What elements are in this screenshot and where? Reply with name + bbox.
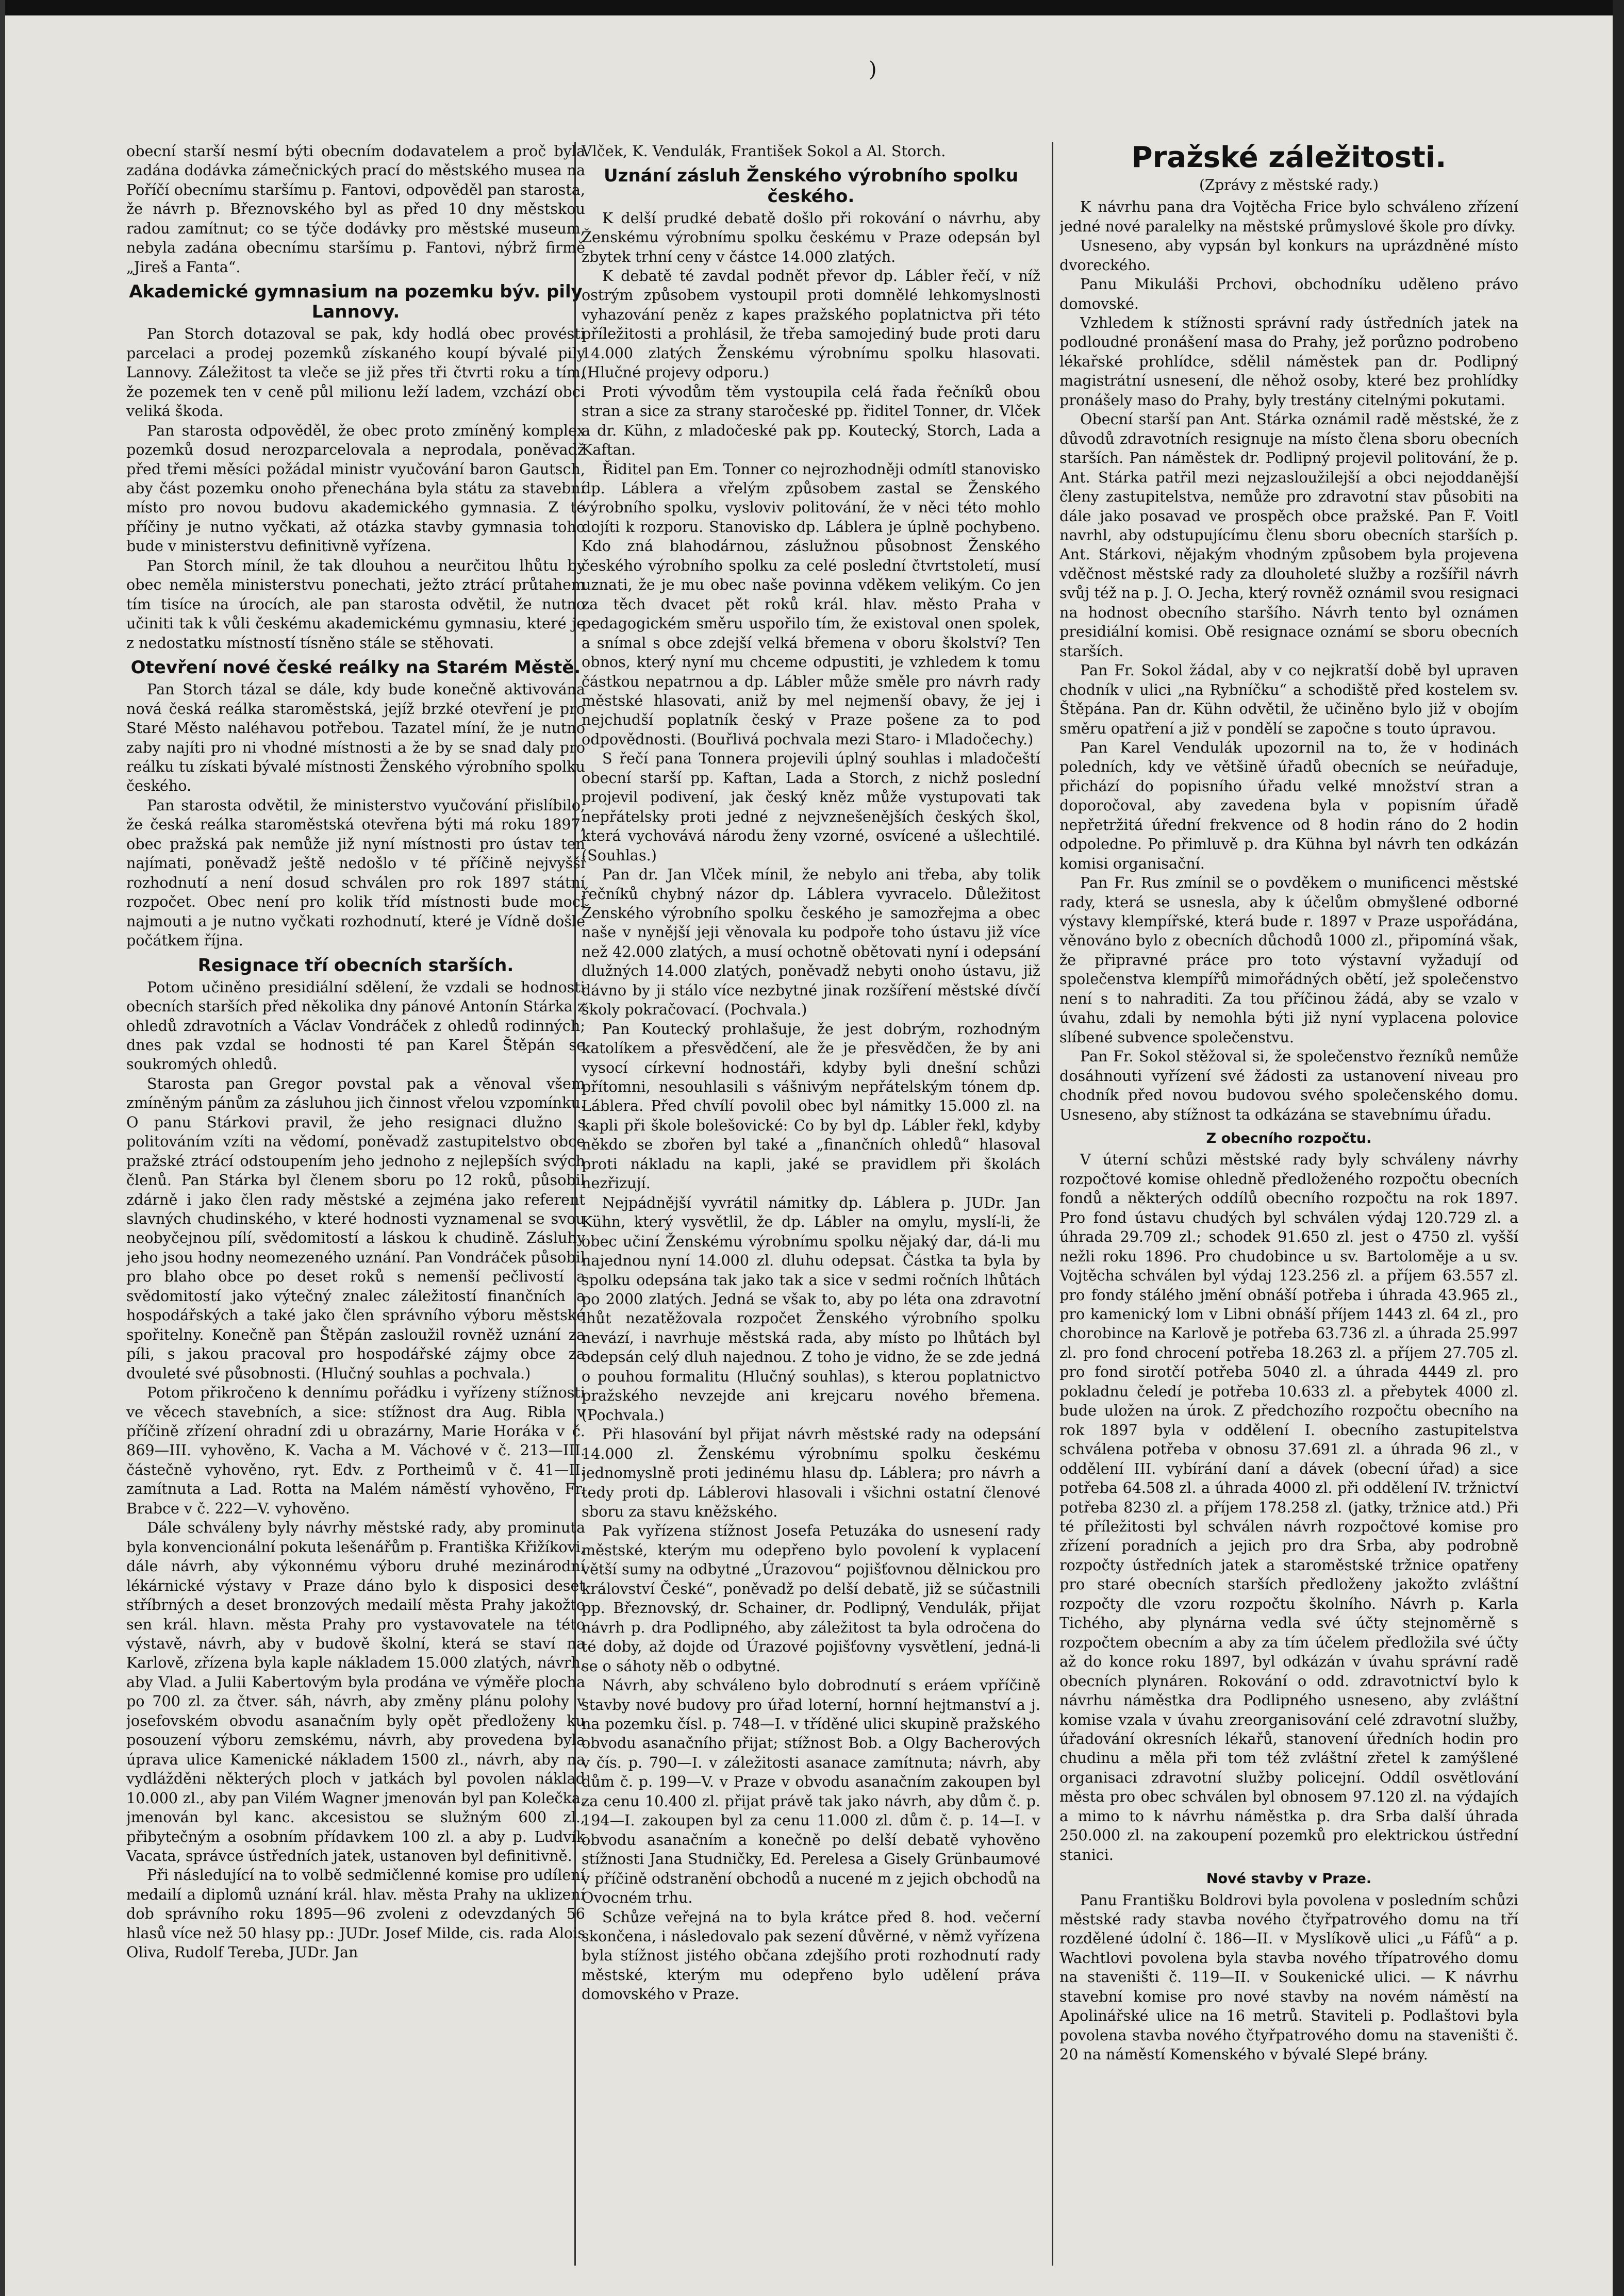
paragraph: K delší prudké debatě došlo při rokování o návrhu, aby Ženskému výrobnímu spolku českému v Praze odepsán byl zbytek trhní ceny v částce 14.000 zlatých. xyxy=(582,209,1040,265)
paragraph: Potom přikročeno k dennímu pořádku i vyřízeny stížnosti ve věcech stavebních, a sice: stížnost dra Aug. Ribla v příčině zřízení ohradní zdi u obrazárny, Marie Horáka v č. 869—III. vyhověno, K. Vacha a M. Váchové v č. 213—III. částečně vyhověno, ryt. Edv. z Portheimů v č. 41—II. zamítnuta a Lad. Rotta na Malém náměstí vyhověno, Fr. Brabce v č. 222—V. vyhověno. xyxy=(126,1384,585,1517)
paragraph: Usneseno, aby vypsán byl konkurs na uprázdněné místo dvoreckého. xyxy=(1059,237,1518,274)
paragraph: Dále schváleny byly návrhy městské rady, aby prominuta byla konvencionální pokuta lešenářům p. Františka Křižíkovi, dále návrh, aby výkonnému výboru druhé mezinárodní lékárnické výstavy v Praze dáno bylo k disposici deset stříbrných a deset bronzových medailí města Prahy jakožto sen král. hlavn. města Prahy pro vystavovatele na této výstavě, návrh, aby v budově školní, která se staví na Karlově, zřízena byla kaple nákladem 15.000 zlatých, návrh, aby Vlad. a Julii Kabertovým byla prodána ve výměře plocha po 700 zl. za čtver. sáh, návrh, aby změny plánu polohy v josefovském obvodu asanačním byly opět předloženy ku posouzení výboru zemskému, návrh, aby provedena byla úprava ulice Kamenické nákladem 1500 zl., návrh, aby na vydlážděni některých ploch v jatkách byl povolen náklad 10.000 zl., aby pan Vilém Wagner jmenován byl pan Kolečka, jmenován byl kanc. akcesistou se služným 600 zl., přibytečným a osobním přídavkem 100 zl. a aby p. Ludvík Vacata, správce ústředních jatek, ustanoven byl definitivně. xyxy=(126,1519,585,1865)
scan-border-left xyxy=(0,0,5,2296)
paragraph: Vlček, K. Vendulák, František Sokol a Al. Storch. xyxy=(582,142,946,160)
paragraph: K návrhu pana dra Vojtěcha Frice bylo schváleno zřízení jedné nové paralelky na městské průmyslové škole pro dívky. xyxy=(1059,198,1518,235)
scan-border-top xyxy=(0,0,1624,15)
section-title: Pražské záležitosti. xyxy=(1131,142,1447,174)
article-heading: Uznání zásluh Ženského výrobního spolku českého. xyxy=(604,165,1018,207)
paragraph: Pan Fr. Rus zmínil se o povděkem o munificenci městské rady, která se usnesla, aby k účelům obmyšlené odborné výstavy klempířské, která bude r. 1897 v Praze uspořádána, věnováno bylo z obecních důchodů 1000 zl., připomíná však, že připravné práce pro toto výstavní vyžadují od společenstva klempířů mimořádných obětí, jež společenstvo není s to nahraditi. Za tou příčinou žádá, aby se vzalo v úvahu, zdali by nemohla býti již nyní vyplacena polovice slíbené subvence společenstvu. xyxy=(1059,874,1518,1046)
paragraph: S řečí pana Tonnera projevili úplný souhlas i mladočeští obecní starší pp. Kaftan, Lada a Storch, z nichž poslední projevil podivení, jak český kněz může vystupovati tak nepřátelsky proti jedné z nejvznešenějších českých škol, která vychovává národu ženy vzorné, osvícené a ušlechtilé. (Souhlas.) xyxy=(582,750,1040,864)
top-mark: ) xyxy=(869,58,877,81)
column-2 xyxy=(582,142,1040,2266)
paragraph: Pan Fr. Sokol žádal, aby v co nejkratší době byl upraven chodník v ulici „na Rybníčku“ a schodiště před kostelem sv. Štěpána. Pan dr. Kühn odvětil, že učiněno bylo již v obojím směru opatření a již v pondělí se započne s touto úpravou. xyxy=(1059,661,1518,737)
paragraph: K debatě té zavdal podnět převor dp. Lábler řečí, v níž ostrým způsobem vystoupil proti domnělé lehkomyslnosti vyhazování peněz z kapes pražského poplatnictva při této příležitosti a prohlásil, že třeba samojediný bude proti daru 14.000 zlatých Ženskému výrobnímu spolku hlasovati. (Hlučné projevy odporu.) xyxy=(582,267,1040,381)
paragraph: Panu Mikuláši Prchovi, obchodníku uděleno právo domovské. xyxy=(1059,275,1518,312)
paragraph: Proti vývodům těm vystoupila celá řada řečníků obou stran a sice za strany staročeské pp. řiditel Tonner, dr. Vlček a dr. Kühn, z mladočeské pak pp. Koutecký, Storch, Lada a Kaftan. xyxy=(582,382,1040,459)
paragraph: Pan Koutecký prohlašuje, že jest dobrým, rozhodným katolíkem a přesvědčení, ale že je přesvědčen, že by ani vysocí církevní hodnostáři, kdyby byli dnešní schůzi přítomni, nesouhlasili s vášnivým nepřátelským tónem dp. Láblera. Před chvílí povolil obec byl námitky 15.000 zl. na kapli při škole bolešovické: Co by byl dp. Lábler řekl, kdyby někdo se zbořen byl také a „finančních ohledů“ hlasoval proti nákladu na kapli, jaké se pravidlem při školách nezřizují. xyxy=(582,1020,1040,1192)
article-heading: Otevření nové české reálky na Starém Městě. xyxy=(130,657,581,678)
paragraph: Pan starosta odvětil, že ministerstvo vyučování přislíbilo, že česká reálka staroměstská otevřena býti má roku 1897, obec pražská pak nemůže již nyní místnosti pro ústav ten najímati, poněvadž ještě nedošlo v té příčině nejvyšší rozhodnutí a není dosud schválen pro rok 1897 státní rozpočet. Obec není pro kolik tříd místnosti bude moci najmouti a je nutno vyčkati rozhodnutí, které je Vídně došle počátkem října. xyxy=(126,796,585,950)
article-heading: Resignace tří obecních starších. xyxy=(197,955,514,976)
paragraph: Řiditel pan Em. Tonner co nejrozhodněji odmítl stanovisko dp. Láblera a vřelým způsobem zastal se Ženského výrobního spolku, vysloviv politování, že v něci této mohlo dojíti k rozporu. Stanovisko dp. Láblera je úplně pochybeno. Kdo zná blahodárnou, záslužnou působnost Ženského českého výrobního spolku za celé poslední čtvrtstoletí, musí uznati, že je mu obec naše povinna vděkem velikým. Co jen za těch dvacet pět roků král. hlav. město Praha v pedagogickém směru uspořilo tím, že existoval onen spolek, a snímal s obce zdejší velká břemena v oboru školství? Ten obnos, který nyní mu chceme odpustiti, je vzhledem k tomu částkou nepatrnou a dp. Lábler může směle pro návrh rady městské hlasovati, aniž by mel nejmenší obavy, že jej i nejchudší poplatník český v Praze pošene za to pod odpovědnosti. (Bouřlivá pochvala mezi Staro- i Mladočechy.) xyxy=(582,460,1040,748)
paragraph: obecní starší nesmí býti obecním dodavatelem a proč byla zadána dodávka zámečnických prací do městského musea na Poříčí obecnímu staršímu p. Fantovi, odpověděl pan starosta, že návrh p. Březnovského byl as před 10 dny městskou radou zamítnut; co se týče dodávky pro městské museum, nebyla zadána obecnímu staršímu p. Fantovi, nýbrž firmě „Jireš a Fanta“. xyxy=(126,142,585,276)
paragraph: Vzhledem k stížnosti správní rady ústředních jatek na podloudné pronášení masa do Prahy, jež porůzno podrobeno lékařské prohlídce, sdělil náměstek pan dr. Podlipný magistrátní usnesení, dle něhož osoby, které bez prohlídky pronášely maso do Prahy, byly trestány citelnými pokutami. xyxy=(1059,313,1518,409)
paragraph: Obecní starší pan Ant. Stárka oznámil radě městské, že z důvodů zdravotních resignuje na místo člena sboru obecních starších. Pan náměstek dr. Podlipný projevil politování, že p. Ant. Stárka patřil mezi nejzasloužilejší a obci nejoddanější členy zastupitelstva, nemůže pro zdravotní stav působiti na dále jako posavad ve prospěch obce pražské. Pan F. Voitl navrhl, aby odstupujícímu členu sboru obecních starších p. Ant. Stárkovi, nějakým vhodným způsobem byla projevena vděčnost městské rady za dlouholeté služby a rozšířil návrh svůj též na p. J. O. Jecha, který rovněž oznámil svou resignaci na hodnost obecního staršího. Návrh tento byl oznámen presidiální komisi. Obě resignace oznámí se sboru obecních starších. xyxy=(1059,410,1518,660)
paragraph: Pan Fr. Sokol stěžoval si, že společenstvo řezníků nemůže dosáhnouti vyřízení své žádosti za ustanovení niveau pro chodník před novou budovou svého společenského domu. Usneseno, aby stížnost ta odkázána se stavebnímu úřadu. xyxy=(1059,1047,1518,1123)
paragraph: Potom učiněno presidiální sdělení, že vzdali se hodnosti obecních starších před několika dny pánové Antonín Stárka z ohledů zdravotních a Václav Vondráček z ohledů rodinných; dnes pak vzdal se hodnosti té pan Karel Štěpán se soukromých ohledů. xyxy=(126,978,585,1073)
section-subtitle: (Zprávy z městské rady.) xyxy=(1199,176,1379,193)
paragraph: Pan Storch tázal se dále, kdy bude konečně aktivována nová česká reálka staroměstská, jejíž brzké otevření je pro Staré Město naléhavou potřebou. Tazatel míní, že je nutno zaby najíti pro ni vhodné místnosti a že by se snad daly pro reálku tu získati bývalé místnosti Ženského výrobního spolku českého. xyxy=(126,680,585,795)
column-1 xyxy=(126,142,585,2266)
scan-border-right xyxy=(1613,0,1624,2296)
paragraph: Pak vyřízena stížnost Josefa Petuzáka do usnesení rady městské, kterým mu odepřeno bylo povolení k vyplacení větší sumy na odbytné „Úrazovou“ pojišťovnou dělnickou pro království České“, poněvadž po delší debatě, již se súčastnili pp. Březnovský, dr. Schainer, dr. Podlipný, Vendulák, přijat návrh p. dra Podlipného, aby záležitost ta byla odročena do té doby, až dojde od Úrazové pojišťovny vysvětlení, jedná-li se o sáhoty něb o odbytné. xyxy=(582,1522,1040,1675)
paragraph: Schůze veřejná na to byla krátce před 8. hod. večerní skončena, i následovalo pak sezení důvěrné, v němž vyřízena byla stížnost jistého občana zdejšího proti rozhodnutí rady městské, kterým mu odepřeno bylo udělení práva domovského v Praze. xyxy=(582,1908,1040,2003)
article-heading: Akademické gymnasium na pozemku býv. pily Lannovy. xyxy=(129,281,583,323)
paragraph: Pan Storch dotazoval se pak, kdy hodlá obec provésti parcelaci a prodej pozemků získaného koupí bývalé pily Lannovy. Záležitost ta vleče se již přes tři čtvrti roku a tím, že pozemek ten v ceně půl milionu leží ladem, vzchází obci veliká škoda. xyxy=(126,325,585,420)
paragraph: Panu Františku Boldrovi byla povolena v posledním schůzi městské rady stavba nového čtyřpatrového domu na tří rozdělené údolní č. 186—II. v Myslíkově ulici „u Fáfů“ a p. Wachtlovi povolena byla stavba nového třípatrového domu na staveništi č. 119—II. v Soukenické ulici. — K návrhu stavební komise pro nové stavby na novém náměstí na Apolinářské ulice na 16 metrů. Staviteli p. Podlaštovi byla povolena stavba nového čtyřpatrového domu na staveništi č. 20 na náměstí Komenského v bývalé Slepé brány. xyxy=(1059,1891,1518,2064)
paragraph: Starosta pan Gregor povstal pak a věnoval všem zmíněným pánům za zásluhou jich činnost vřelou vzpomínku. O panu Stárkovi pravil, že jeho resignaci dlužno s politováním vzíti na vědomí, poněvadž zastupitelstvo obce pražské ztrácí odstoupením jeho jednoho z nejlepších svých členů. Pan Stárka byl členem sboru po 12 roků, působil zdárně i jako člen rady městské a zejména jako referent slavných chudinského, v které hodnosti vyznamenal se svou neobyčejnou pílí, svědomitostí a láskou k chudině. Zásluhy jeho jsou hodny neomezeného uznání. Pan Vondráček působil pro blaho obce po deset roků s nemenší pečlivostí a svědomitostí jako výtečný znalec záležitostí finančních a hospodářských a také jako člen správního výboru městské spořitelny. Konečně pan Štěpán zasloužil rovněž uznání za píli, s jakou pracoval pro hospodářské zájmy obce za dvouleté své působnosti. (Hlučný souhlas a pochvala.) xyxy=(126,1074,585,1382)
paragraph: Návrh, aby schváleno bylo dobrodnutí s eráem vpříčině stavby nové budovy pro úřad loterní, hornní hejtmanství a j. na pozemku čísl. p. 748—I. v tříděné ulici skupině pražského obvodu asanačního přijat; stížnost Bob. a Olgy Bacherových v čís. p. 790—I. v záležitosti asanace zamítnuta; návrh, aby dům č. p. 199—V. v Praze v obvodu asanačním zakoupen byl za cenu 10.400 zl. přijat právě tak jako návrh, aby dům č. p. 194—I. zakoupen byl za cenu 11.000 zl. dům č. p. 14—I. v obvodu asanačním a konečně po delší debatě vyhověno stížnosti Jana Studničky, Ed. Perelesa a Gisely Grünbaumové v příčině odstranění obchodů a nucené m z jejich obchodů na Ovocném trhu. xyxy=(582,1676,1040,1907)
paragraph: Pan dr. Jan Vlček mínil, že nebylo ani třeba, aby tolik řečníků chybný názor dp. Láblera vyvracelo. Důležitost Ženského výrobního spolku českého je samozřejma a obec naše v nynější jeji věnovala ku podpoře toho ústavu již více než 42.000 zlatých, a musí ochotně obětovati nyní i odepsání dlužných 14.000 zlatých, poněvadž nebyti onoho ústavu, již dávno by ji stálo více nezbytné jinak rozšíření městské dívčí školy pokračovací. (Pochvala.) xyxy=(582,866,1040,1019)
paragraph: V úterní schůzi městské rady byly schváleny návrhy rozpočtové komise ohledně předloženého rozpočtu obecních fondů a některých oddílů obecního rozpočtu na rok 1897. Pro fond ústavu chudých byl schválen výdaj 120.729 zl. a úhrada 29.709 zl.; schodek 91.650 zl. jest o 4750 zl. vyšší nežli roku 1896. Pro chudobince u sv. Bartoloměje a u sv. Vojtěcha schválen byl výdaj 123.256 zl. a příjem 63.557 zl. pro fondy stálého jmění obnáší potřeba i úhrada 43.965 zl., pro kamenický lom v Libni obnáší příjem 1443 zl. 64 zl., pro chorobince na Karlově je potřeba 63.736 zl. a úhrada 25.997 zl. pro fond chrocení potřeba 18.263 zl. a příjem 27.705 zl. pro fond sirotčí potřeba 5040 zl. a úhrada 4449 zl. pro pokladnu čeledí je potřeba 10.633 zl. a přebytek 4000 zl. bude uložen na úrok. Z předchozího rozpočtu obecního na rok 1897 byla v oddělení I. obecního zastupitelstva schválena potřeba v obnosu 37.691 zl. a úhrada 96 zl., v oddělení III. vybírání daní a dávek (obecní úřad) a sice potřeba 64.508 zl. a úhrada 4000 zl. při oddělení IV. tržnictví potřeba 8230 zl. a příjem 178.258 zl. (jatky, tržnice atd.) Při té příležitosti byl schválen návrh rozpočtové komise pro zřízení poradních a jejich pro dra Srba, aby podrobně rozpočty ústředních jatek a staroměstské tržnice opatřeny pro staré obecních starších předloženy jakožto zvláštní rozpočty dle vzoru rozpočtu školního. Návrh p. Karla Tichého, aby plynárna vedla své účty stejnoměrně s rozpočtem obecním a aby za tím účelem předložila své účty až do konce roku 1897, byl odkázán v úvahu správní radě obecních plynáren. Rokování o odd. zdravotnictví bylo k návrhu náměstka dra Podlipného usneseno, aby zvláštní komise vzala v úvahu zreorganisování celé zdravotní služby, úřadování okresních lékařů, stanovení úředních hodin pro chudinu a měla při tom též zvláštní zřetel k zamýšlené organisaci zdravotní služby policejní. Oddíl osvětlování města pro obec schválen byl obnosem 97.120 zl. na výdajích a mimo to k návrhu náměstka p. dra Srba další úhrada 250.000 zl. na zakoupení pozemků pro elektrickou ústřední stanici. xyxy=(1059,1151,1518,1864)
paragraph: Nejpádnější vyvrátil námitky dp. Láblera p. JUDr. Jan Kühn, který vysvětlil, že dp. Lábler na omylu, myslí-li, že obec učiní Ženskému výrobnímu spolku nějaký dar, dá-li mu najednou nyní 14.000 zl. dluhu odepsat. Částka ta byla by spolku odepsána tak jako tak a sice v sedmi ročních lhůtách po 2000 zlatých. Jedná se však to, aby po léta ona zdravotní lhůt nezatěžovala rozpočet Ženského výrobního spolku nevází, i navrhuje městská rada, aby místo po lhůtách byl odepsán celý dluh najednou. Z toho je vidno, že se zde jedná o pouhou formalitu (Hlučný souhlas), s kterou poplatnictvo pražského nevzejde ani krejcaru nového břemena. (Pochvala.) xyxy=(582,1193,1040,1424)
paragraph: Pan Karel Vendulák upozornil na to, že v hodinách poledních, kdy ve většině úřadů obecních se neúřaduje, přichází do popisního úřadu velké množství stran a doporočoval, aby zavedena byla v popisním úřadě nepřetržitá úřední frekvence od 8 hodin ráno do 2 hodin odpoledne. Po přimluvě p. dra Kühna byl návrh ten odkázán komisi organisační. xyxy=(1059,738,1518,872)
paragraph: Při následující na to volbě sedmičlenné komise pro udílení medailí a diplomů uznání král. hlav. města Prahy na uklizení dob správního roku 1895—96 zvoleni z odevzdaných 56 hlasů více než 50 hlasy pp.: JUDr. Josef Milde, cis. rada Alois Oliva, Rudolf Tereba, JUDr. Jan xyxy=(126,1866,585,1961)
paragraph: Pan starosta odpověděl, že obec proto zmíněný komplex pozemků dosud nerozparcelovala a neprodala, poněvadž před třemi měsíci požádal ministr vyučování baron Gautsch, aby část pozemku onoho přenechána byla státu za stavební místo pro novou budovu akademického gymnasia. Z té příčiny je nutno vyčkati, až otázka stavby gymnasia toho bude v ministerstvu definitivně vyřízena. xyxy=(126,421,585,555)
paragraph: Při hlasování byl přijat návrh městské rady na odepsání 14.000 zl. Ženskému výrobnímu spolku českému jednomyslně proti jedinému hlasu dp. Láblera; pro návrh a tedy proti dp. Láblerovi hlasovali i všichni ostatní členové sboru za stavu kněžského. xyxy=(582,1425,1040,1520)
paragraph: Pan Storch mínil, že tak dlouhou a neurčitou lhůtu by obec neměla ministerstvu ponechati, ježto ztrácí průtahem tím tisíce na úrocích, ale pan starosta odvětil, že nutno učiniti tak k vůli českému akademickému gymnasiu, které je z nedostatku místností tísněno stále se stěhovati. xyxy=(126,556,585,652)
article-heading: Z obecního rozpočtu. xyxy=(1206,1130,1372,1147)
column-3 xyxy=(1059,142,1518,2266)
column-rule xyxy=(1052,142,1053,2266)
article-heading: Nové stavby v Praze. xyxy=(1206,1871,1372,1887)
